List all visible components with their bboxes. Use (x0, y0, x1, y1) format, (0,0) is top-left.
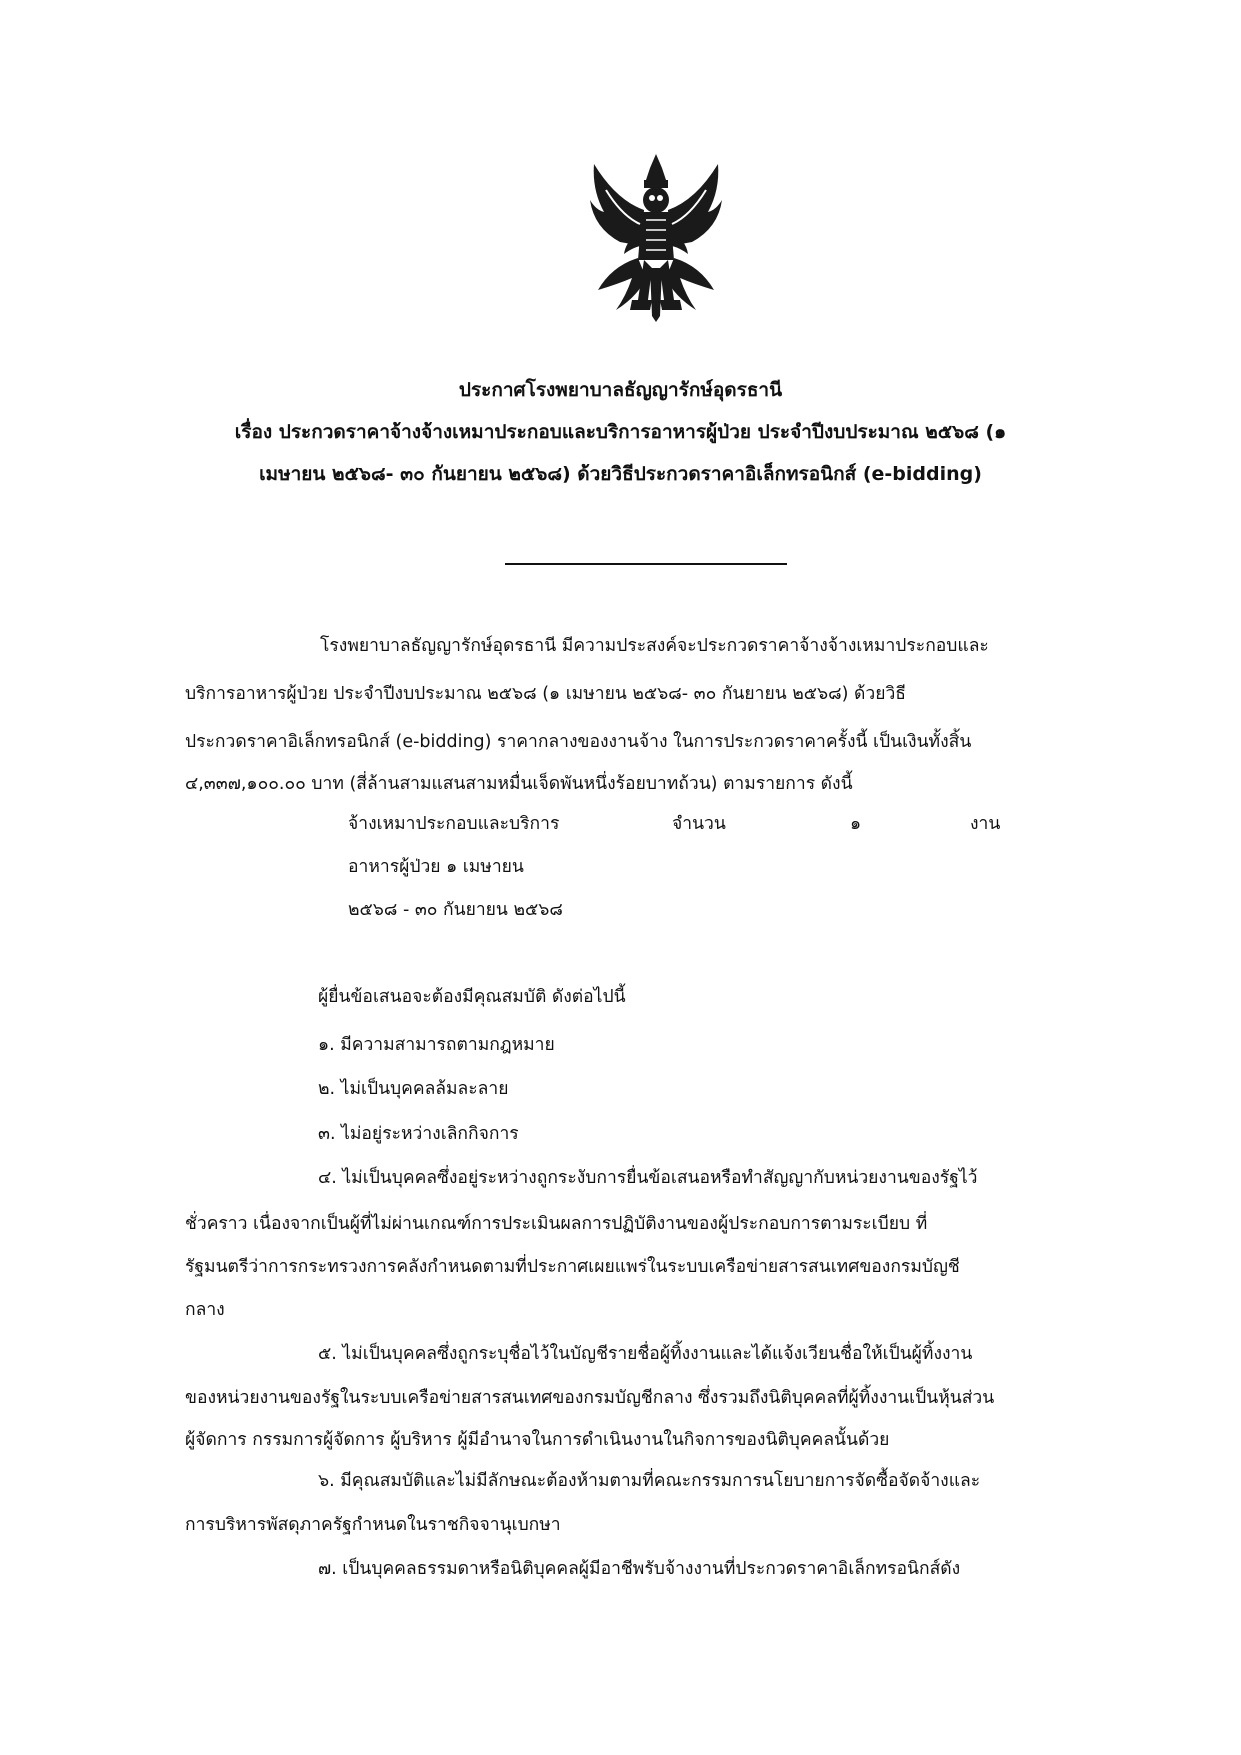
garuda-emblem (586, 150, 726, 322)
qualification-4-line-1: ๔. ไม่เป็นบุคคลซึ่งอยู่ระหว่างถูกระงับการยื่นข้อเสนอหรือทำสัญญากับหน่วยงานของรัฐไว้ (318, 1168, 978, 1188)
qualification-4-line-4: กลาง (185, 1300, 225, 1320)
item-description-line-2: อาหารผู้ป่วย ๑ เมษายน (348, 857, 524, 877)
item-unit: งาน (970, 814, 1001, 834)
qualification-3: ๓. ไม่อยู่ระหว่างเลิกกิจการ (318, 1124, 519, 1144)
qualifications-heading: ผู้ยื่นข้อเสนอจะต้องมีคุณสมบัติ ดังต่อไปนี้ (318, 987, 626, 1007)
qualification-7-line-1: ๗. เป็นบุคคลธรรมดาหรือนิติบุคคลผู้มีอาชีพรับจ้างงานที่ประกวดราคาอิเล็กทรอนิกส์ดัง (318, 1559, 961, 1579)
item-description-line-1: จ้างเหมาประกอบและบริการ (348, 814, 560, 834)
title-divider (505, 563, 787, 565)
qualification-4-line-3: รัฐมนตรีว่าการกระทรวงการคลังกำหนดตามที่ประกาศเผยแพร่ในระบบเครือข่ายสารสนเทศของกรมบัญชี (185, 1257, 960, 1277)
intro-line-4: ๔,๓๓๗,๑๐๐.๐๐ บาท (สี่ล้านสามแสนสามหมื่นเจ็ดพันหนึ่งร้อยบาทถ้วน) ตามรายการ ดังนี้ (185, 774, 853, 794)
item-quantity-value: ๑ (850, 814, 862, 834)
qualification-5-line-1: ๕. ไม่เป็นบุคคลซึ่งถูกระบุชื่อไว้ในบัญชีรายชื่อผู้ทิ้งงานและได้แจ้งเวียนชื่อให้เป็นผู้ทิ้งงาน (318, 1344, 973, 1364)
item-description-line-3: ๒๕๖๘ - ๓๐ กันยายน ๒๕๖๘ (348, 900, 563, 920)
qualification-2: ๒. ไม่เป็นบุคคลล้มละลาย (318, 1079, 509, 1099)
qualification-4-line-2: ชั่วคราว เนื่องจากเป็นผู้ที่ไม่ผ่านเกณฑ์การประเมินผลการปฏิบัติงานของผู้ประกอบการตามระเบียบ ที่ (185, 1214, 928, 1234)
item-quantity-label: จำนวน (672, 814, 726, 834)
intro-line-2: บริการอาหารผู้ป่วย ประจำปีงบประมาณ ๒๕๖๘ (๑ เมษายน ๒๕๖๘- ๓๐ กันยายน ๒๕๖๘) ด้วยวิธี (185, 684, 906, 704)
qualification-6-line-2: การบริหารพัสดุภาครัฐกำหนดในราชกิจจานุเบกษา (185, 1515, 561, 1535)
intro-line-3: ประกวดราคาอิเล็กทรอนิกส์ (e-bidding) ราคากลางของงานจ้าง ในการประกวดราคาครั้งนี้ เป็นเงินทั้งสิ้น (185, 732, 972, 752)
qualification-5-line-3: ผู้จัดการ กรรมการผู้จัดการ ผู้บริหาร ผู้มีอำนาจในการดำเนินงานในกิจการของนิติบุคคลนั้นด้วย (185, 1430, 890, 1450)
intro-line-1: โรงพยาบาลธัญญารักษ์อุดรธานี มีความประสงค์จะประกวดราคาจ้างจ้างเหมาประกอบและ (320, 636, 989, 656)
announcement-subject-line-2: เมษายน ๒๕๖๘- ๓๐ กันยายน ๒๕๖๘) ด้วยวิธีประกวดราคาอิเล็กทรอนิกส์ (e-bidding) (259, 463, 982, 485)
qualification-1: ๑. มีความสามารถตามกฎหมาย (318, 1035, 555, 1055)
qualification-5-line-2: ของหน่วยงานของรัฐในระบบเครือข่ายสารสนเทศของกรมบัญชีกลาง ซึ่งรวมถึงนิติบุคคลที่ผู้ทิ้งงานเป็นหุ้นส่วน (185, 1388, 995, 1408)
qualification-6-line-1: ๖. มีคุณสมบัติและไม่มีลักษณะต้องห้ามตามที่คณะกรรมการนโยบายการจัดซื้อจัดจ้างและ (318, 1471, 981, 1491)
announcement-title: ประกาศโรงพยาบาลธัญญารักษ์อุดรธานี (458, 379, 783, 401)
announcement-subject-line-1: เรื่อง ประกวดราคาจ้างจ้างเหมาประกอบและบริการอาหารผู้ป่วย ประจำปีงบประมาณ ๒๕๖๘ (๑ (234, 421, 1007, 443)
